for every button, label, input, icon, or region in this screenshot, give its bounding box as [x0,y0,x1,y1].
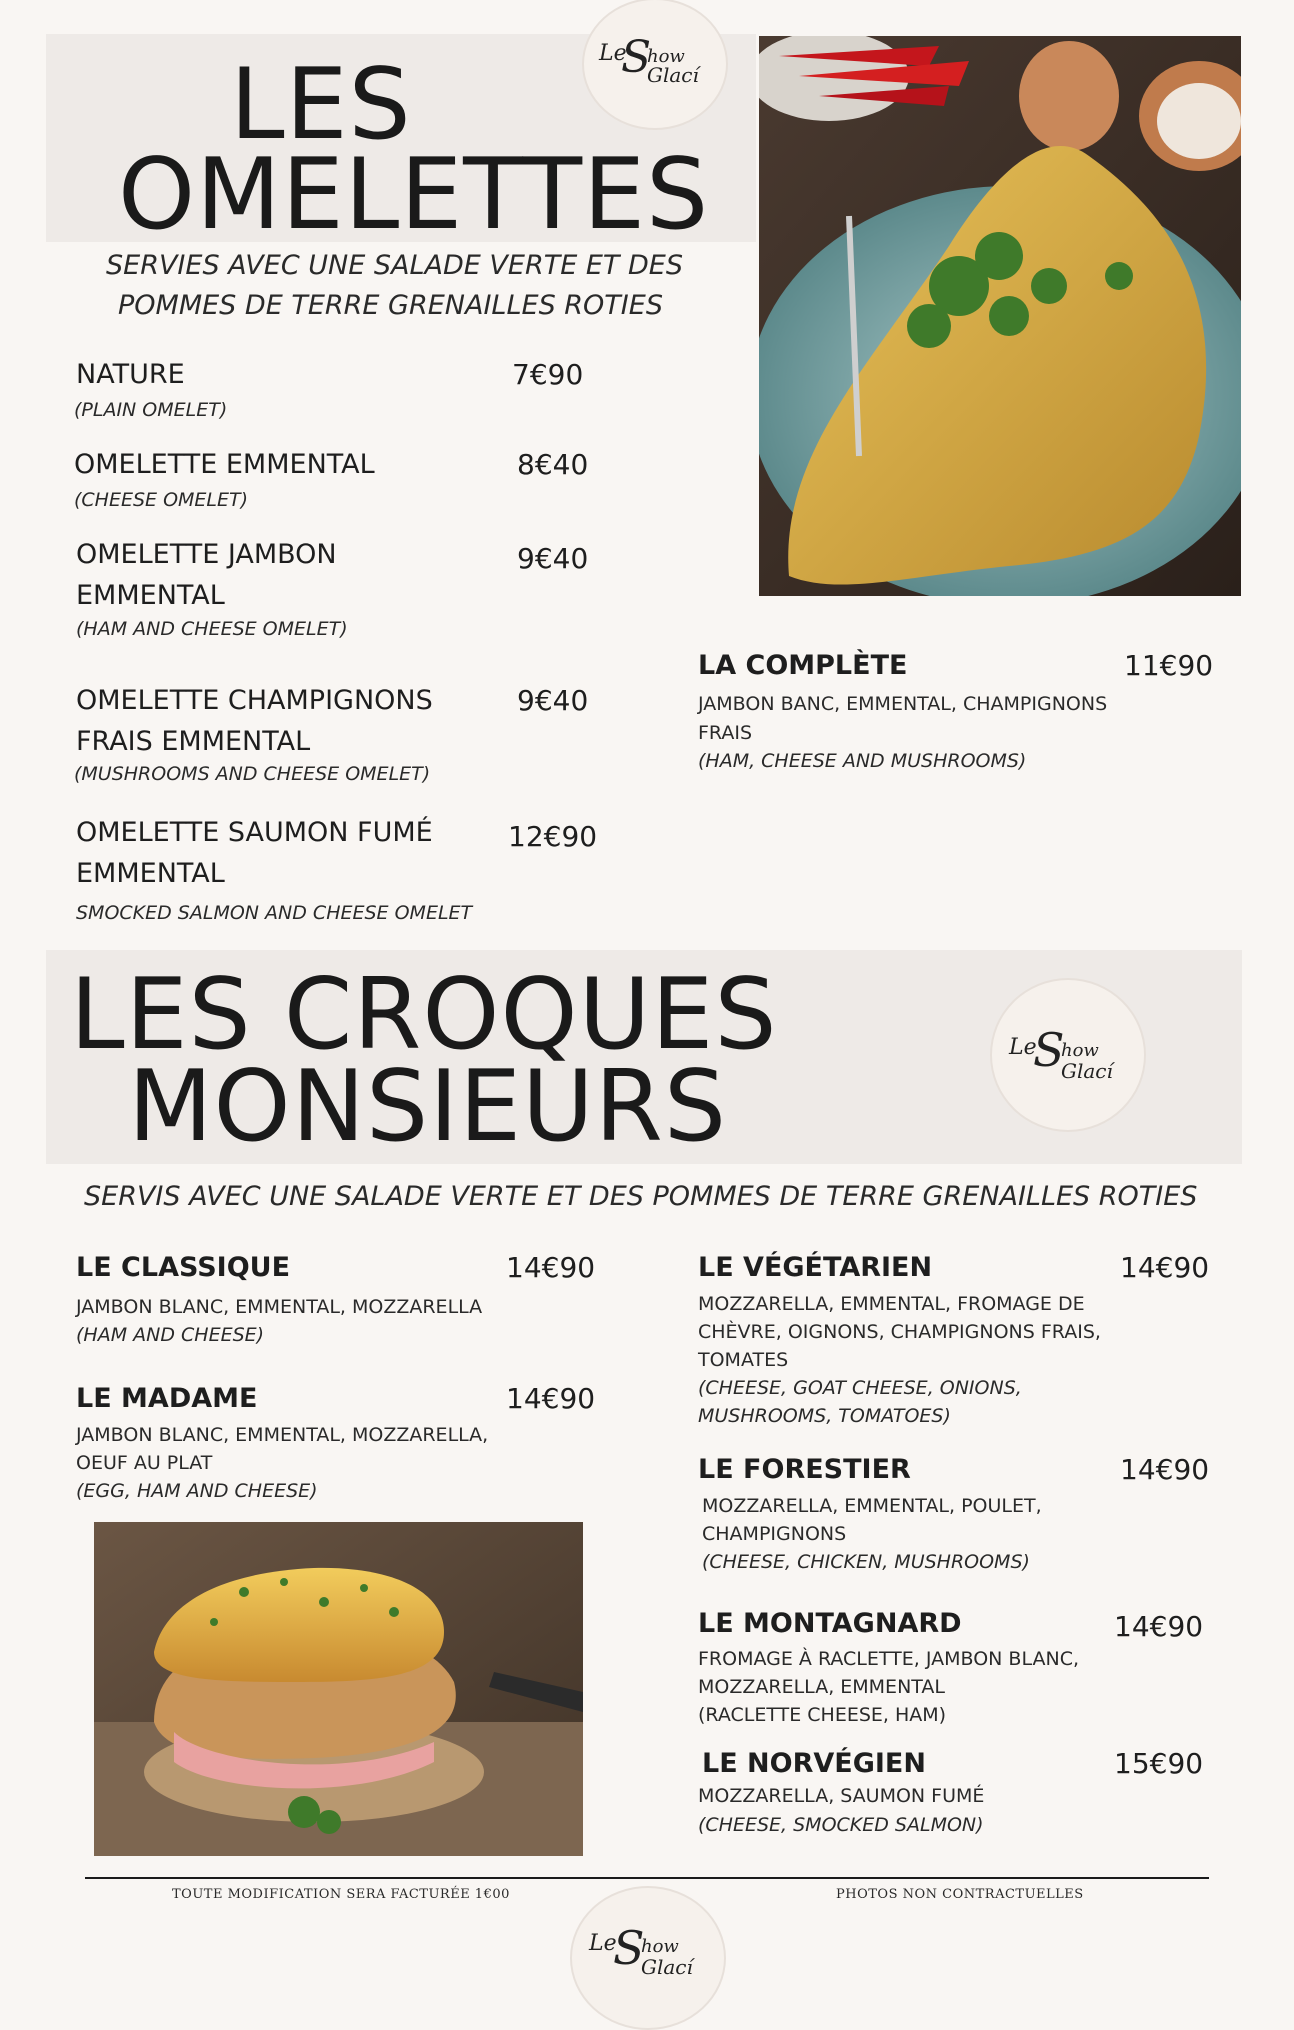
croques-title-line1: LES CROQUES [70,958,778,1072]
logo-bottom [570,1886,726,2030]
svg-text:Glací: Glací [647,63,699,87]
item-champignons-name-line2: FRAIS EMMENTAL [76,726,311,757]
item-montagnard-desc-line2: MOZZARELLA, EMMENTAL [698,1676,945,1698]
item-champignons-translation: (MUSHROOMS AND CHEESE OMELET) [74,763,431,785]
item-jambon-price: 9€40 [517,542,589,575]
item-madame-desc-line2: OEUF AU PLAT [76,1452,213,1474]
item-complete-desc-line2: FRAIS [698,722,753,744]
item-classique-desc: JAMBON BLANC, EMMENTAL, MOZZARELLA [76,1296,483,1318]
logo-mark-icon [572,1888,724,2028]
footer-right-note: PHOTOS NON CONTRACTUELLES [836,1887,1084,1902]
item-emmental-price: 8€40 [517,448,589,481]
item-forestier-price: 14€90 [1120,1453,1210,1486]
svg-text:Le: Le [599,41,627,66]
item-vegetarien-desc-line1: MOZZARELLA, EMMENTAL, FROMAGE DE [698,1293,1085,1315]
svg-text:Le: Le [589,1931,617,1956]
item-saumon-name-line1: OMELETTE SAUMON FUMÉ [76,817,433,848]
item-nature-name: NATURE [76,359,185,390]
croque-monsieur-photo [94,1522,583,1856]
omelettes-title-line1: LES [230,48,412,162]
item-complete-desc-line1: JAMBON BANC, EMMENTAL, CHAMPIGNONS [698,693,1108,715]
item-vegetarien-desc-line3: TOMATES [698,1349,789,1371]
item-vegetarien-translation-line1: (CHEESE, GOAT CHEESE, ONIONS, [698,1377,1022,1399]
item-complete-price: 11€90 [1124,649,1214,682]
item-montagnard-desc-line1: FROMAGE À RACLETTE, JAMBON BLANC, [698,1648,1080,1670]
item-norvegien-desc: MOZZARELLA, SAUMON FUMÉ [698,1785,985,1807]
svg-text:S: S [1033,1023,1065,1077]
item-vegetarien-price: 14€90 [1120,1251,1210,1284]
item-complete-translation: (HAM, CHEESE AND MUSHROOMS) [698,750,1027,772]
svg-text:Glací: Glací [641,1955,693,1979]
svg-text:Glací: Glací [1061,1059,1113,1083]
item-saumon-translation: SMOCKED SALMON AND CHEESE OMELET [76,902,473,924]
item-madame-name: LE MADAME [76,1383,258,1414]
item-madame-price: 14€90 [506,1382,596,1415]
item-jambon-translation: (HAM AND CHEESE OMELET) [76,618,348,640]
item-forestier-desc-line1: MOZZARELLA, EMMENTAL, POULET, [702,1495,1042,1517]
footer-left-note: TOUTE MODIFICATION SERA FACTURÉE 1€00 [172,1887,510,1902]
item-emmental-translation: (CHEESE OMELET) [74,489,249,511]
item-norvegien-name: LE NORVÉGIEN [702,1748,926,1779]
svg-text:Le: Le [1009,1035,1037,1060]
item-saumon-price: 12€90 [508,820,598,853]
omelettes-subtitle-line2: POMMES DE TERRE GRENAILLES ROTIES [118,290,663,321]
item-jambon-name-line2: EMMENTAL [76,580,225,611]
svg-text:how: how [647,46,685,67]
item-vegetarien-name: LE VÉGÉTARIEN [698,1252,933,1283]
item-montagnard-desc-line3: (RACLETTE CHEESE, HAM) [698,1704,947,1726]
item-champignons-name-line1: OMELETTE CHAMPIGNONS [76,685,433,716]
item-nature-price: 7€90 [512,358,584,391]
item-madame-translation: (EGG, HAM AND CHEESE) [76,1480,318,1502]
item-forestier-desc-line2: CHAMPIGNONS [702,1523,847,1545]
svg-text:how: how [641,1936,679,1957]
svg-text:how: how [1061,1040,1099,1061]
logo-mark-icon [992,980,1144,1130]
item-jambon-name-line1: OMELETTE JAMBON [76,539,337,570]
item-classique-name: LE CLASSIQUE [76,1252,291,1283]
logo-mark-icon [584,0,726,128]
item-emmental-name: OMELETTE EMMENTAL [74,449,375,480]
item-forestier-translation: (CHEESE, CHICKEN, MUSHROOMS) [702,1551,1030,1573]
item-forestier-name: LE FORESTIER [698,1454,911,1485]
logo-top [582,0,728,130]
logo-middle [990,978,1146,1132]
item-nature-translation: (PLAIN OMELET) [74,399,228,421]
item-norvegien-price: 15€90 [1114,1747,1204,1780]
croques-title-line2: MONSIEURS [128,1050,728,1164]
svg-text:S: S [621,32,652,83]
item-champignons-price: 9€40 [517,684,589,717]
item-classique-translation: (HAM AND CHEESE) [76,1324,265,1346]
omelettes-subtitle-line1: SERVIES AVEC UNE SALADE VERTE ET DES [106,250,683,281]
svg-text:S: S [613,1921,645,1975]
item-vegetarien-translation-line2: MUSHROOMS, TOMATOES) [698,1405,951,1427]
item-madame-desc-line1: JAMBON BLANC, EMMENTAL, MOZZARELLA, [76,1424,489,1446]
croques-subtitle: SERVIS AVEC UNE SALADE VERTE ET DES POMMES DE TERRE GRENAILLES ROTIES [84,1181,1198,1212]
item-complete-name: LA COMPLÈTE [698,650,908,681]
item-montagnard-price: 14€90 [1114,1610,1204,1643]
item-vegetarien-desc-line2: CHÈVRE, OIGNONS, CHAMPIGNONS FRAIS, [698,1321,1101,1343]
item-montagnard-name: LE MONTAGNARD [698,1608,962,1639]
omelette-photo [759,36,1241,596]
item-saumon-name-line2: EMMENTAL [76,858,225,889]
footer-divider [85,1877,1209,1879]
item-classique-price: 14€90 [506,1251,596,1284]
item-norvegien-translation: (CHEESE, SMOCKED SALMON) [698,1814,984,1836]
omelettes-title-line2: OMELETTES [118,138,710,252]
